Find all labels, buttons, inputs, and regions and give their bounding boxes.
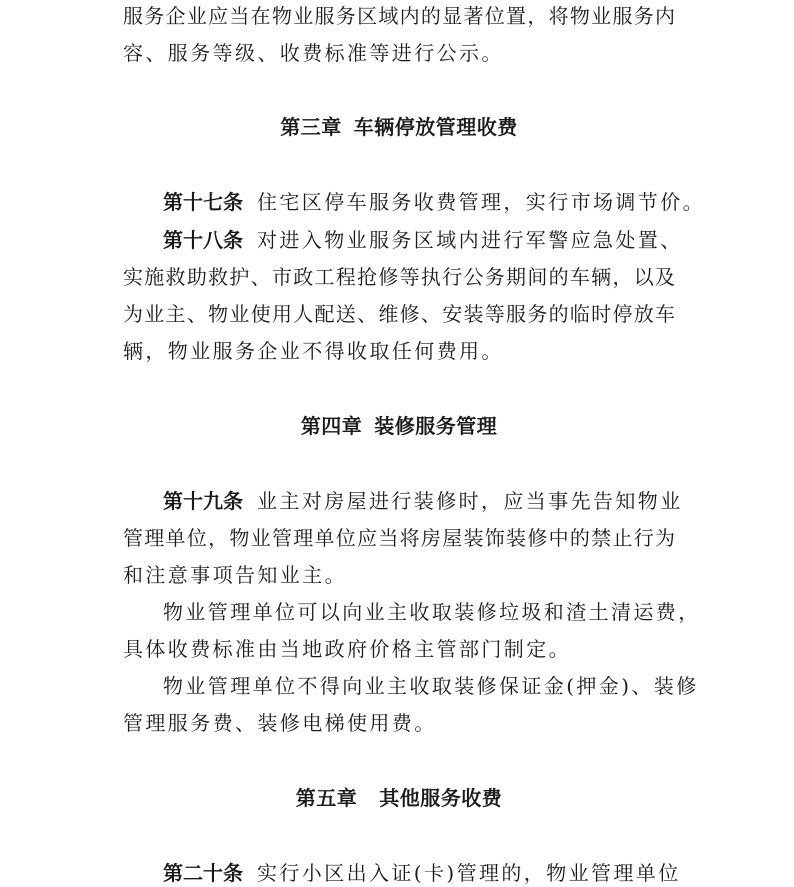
article-19 bbox=[123, 487, 683, 515]
article-text: 业主对房屋进行装修时，应当事先告知物业 bbox=[257, 489, 683, 513]
paragraph-line: 服务企业应当在物业服务区域内的显著位置，将物业服务内 bbox=[123, 4, 675, 28]
article-label: 第二十条 bbox=[163, 861, 243, 885]
chapter-heading-3 bbox=[123, 113, 675, 141]
article-label: 第十七条 bbox=[163, 190, 243, 214]
paragraph-line: 物业管理单位可以向业主收取装修垃圾和渣土清运费， bbox=[163, 600, 701, 624]
paragraph-line: 物业管理单位不得向业主收取装修保证金(押金)、装修 bbox=[163, 674, 699, 698]
paragraph-line: 具体收费标准由当地政府价格主管部门制定。 bbox=[123, 637, 571, 661]
article-label: 第十九条 bbox=[163, 489, 243, 513]
chapter-heading-4 bbox=[123, 412, 675, 440]
paragraph-line: 和注意事项告知业主。 bbox=[123, 563, 347, 587]
paragraph-line: 管理单位，物业管理单位应当将房屋装饰装修中的禁止行为 bbox=[123, 526, 675, 550]
chapter-number: 第三章 bbox=[280, 115, 342, 139]
paragraph-line: 实施救助救护、市政工程抢修等执行公务期间的车辆，以及 bbox=[123, 265, 675, 289]
chapter-title: 装修服务管理 bbox=[374, 414, 498, 438]
chapter-heading-5 bbox=[123, 784, 675, 812]
article-text: 实行小区出入证(卡)管理的，物业管理单位 bbox=[257, 861, 681, 885]
paragraph-line: 管理服务费、装修电梯使用费。 bbox=[123, 711, 437, 735]
article-text: 对进入物业服务区域内进行军警应急处置、 bbox=[257, 228, 683, 252]
paragraph-line: 容、服务等级、收费标准等进行公示。 bbox=[123, 41, 504, 65]
paragraph-line: 为业主、物业使用人配送、维修、安装等服务的临时停放车 bbox=[123, 302, 675, 326]
article-17 bbox=[123, 188, 705, 216]
chapter-title: 其他服务收费 bbox=[379, 786, 503, 810]
article-18 bbox=[123, 226, 683, 254]
article-label: 第十八条 bbox=[163, 228, 243, 252]
chapter-number: 第五章 bbox=[295, 786, 358, 810]
chapter-title: 车辆停放管理收费 bbox=[353, 115, 518, 139]
chapter-number: 第四章 bbox=[300, 414, 363, 438]
article-text: 住宅区停车服务收费管理，实行市场调节价。 bbox=[257, 190, 705, 214]
paragraph-line: 辆，物业服务企业不得收取任何费用。 bbox=[123, 339, 504, 363]
